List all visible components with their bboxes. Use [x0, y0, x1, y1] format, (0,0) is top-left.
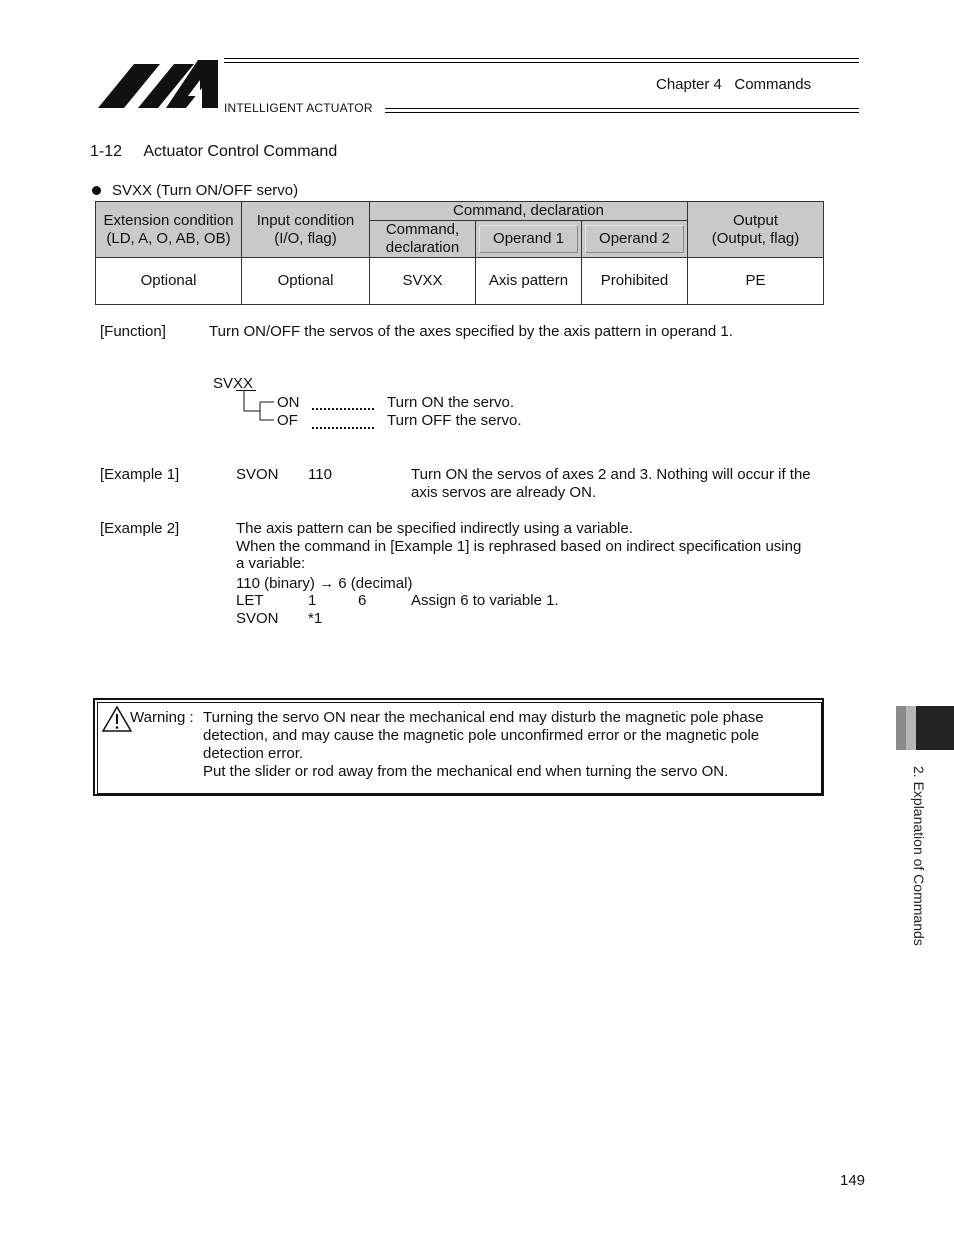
diagram-code-on: ON	[277, 394, 300, 411]
warning-line4: Put the slider or rod away from the mechanical end when turning the servo ON.	[203, 763, 729, 780]
example1-desc-line2: axis servos are already ON.	[411, 484, 597, 501]
example2-line1: The axis pattern can be specified indirectly using a variable.	[236, 520, 633, 537]
brand-name: INTELLIGENT ACTUATOR	[224, 101, 373, 115]
side-tab-label: 2. Explanation of Commands	[911, 766, 927, 946]
diagram-tree	[236, 391, 396, 431]
warning-line3: detection error.	[203, 745, 304, 762]
let-description: Assign 6 to variable 1.	[411, 592, 559, 609]
chapter-title: Chapter 4 Commands	[656, 76, 812, 93]
command-spec-table	[95, 201, 824, 305]
example2-line3: a variable:	[236, 555, 306, 572]
example1-label: [Example 1]	[100, 466, 180, 483]
function-label: [Function]	[100, 323, 166, 340]
page-number: 149	[840, 1172, 866, 1189]
conversion-decimal: 6 (decimal)	[338, 575, 413, 592]
command-heading: SVXX (Turn ON/OFF servo)	[112, 182, 299, 199]
arrow-right-icon: →	[319, 575, 335, 592]
section-title: 1-12 Actuator Control Command	[90, 143, 338, 160]
iai-logo	[96, 58, 220, 110]
example2-conversion	[236, 575, 412, 593]
diagram-code-of: OF	[277, 412, 298, 429]
header-operand-2: Operand 2	[582, 221, 688, 258]
svon-operand: *1	[308, 610, 323, 627]
cell-operand-1: Axis pattern	[476, 258, 582, 305]
header-output: Output (Output, flag)	[688, 202, 824, 258]
side-tab-block	[916, 706, 954, 750]
let-operand-1: 1	[308, 592, 317, 609]
header-rule-top	[224, 58, 859, 63]
example2-line2: When the command in [Example 1] is rephrased based on indirect specification using	[236, 538, 802, 555]
let-operand-2: 6	[358, 592, 367, 609]
example1-desc-line1: Turn ON the servos of axes 2 and 3. Nothing will occur if the	[411, 466, 811, 483]
cell-input: Optional	[242, 258, 370, 305]
side-tab-stripe-1	[896, 706, 906, 750]
diagram-root: SVXX	[213, 375, 254, 392]
header-extension-condition: Extension condition (LD, A, O, AB, OB)	[96, 202, 242, 258]
diagram-desc-of: Turn OFF the servo.	[387, 412, 522, 429]
example1-command: SVON	[236, 466, 279, 483]
cell-command: SVXX	[370, 258, 476, 305]
let-command: LET	[236, 592, 264, 609]
svon-command: SVON	[236, 610, 279, 627]
cell-extension: Optional	[96, 258, 242, 305]
example2-label: [Example 2]	[100, 520, 180, 537]
header-command: Command, declaration	[370, 221, 476, 258]
warning-line1: Turning the servo ON near the mechanical end may disturb the magnetic pole phase	[203, 709, 764, 726]
warning-triangle-icon	[102, 706, 132, 732]
conversion-binary: 110 (binary)	[236, 575, 315, 592]
warning-label: Warning :	[130, 709, 194, 726]
header-input-condition: Input condition (I/O, flag)	[242, 202, 370, 258]
warning-line2: detection, and may cause the magnetic pole unconfirmed error or the magnetic pole	[203, 727, 760, 744]
header-command-group: Command, declaration	[370, 202, 688, 221]
function-text: Turn ON/OFF the servos of the axes specified by the axis pattern in operand 1.	[209, 323, 733, 340]
diagram-desc-on: Turn ON the servo.	[387, 394, 514, 411]
header-operand-1: Operand 1	[476, 221, 582, 258]
side-tab-stripe-2	[906, 706, 916, 750]
bullet-icon	[92, 186, 101, 195]
cell-operand-2: Prohibited	[582, 258, 688, 305]
example1-operand: 110	[308, 466, 332, 483]
header-rule-bottom	[385, 108, 859, 113]
cell-output: PE	[688, 258, 824, 305]
